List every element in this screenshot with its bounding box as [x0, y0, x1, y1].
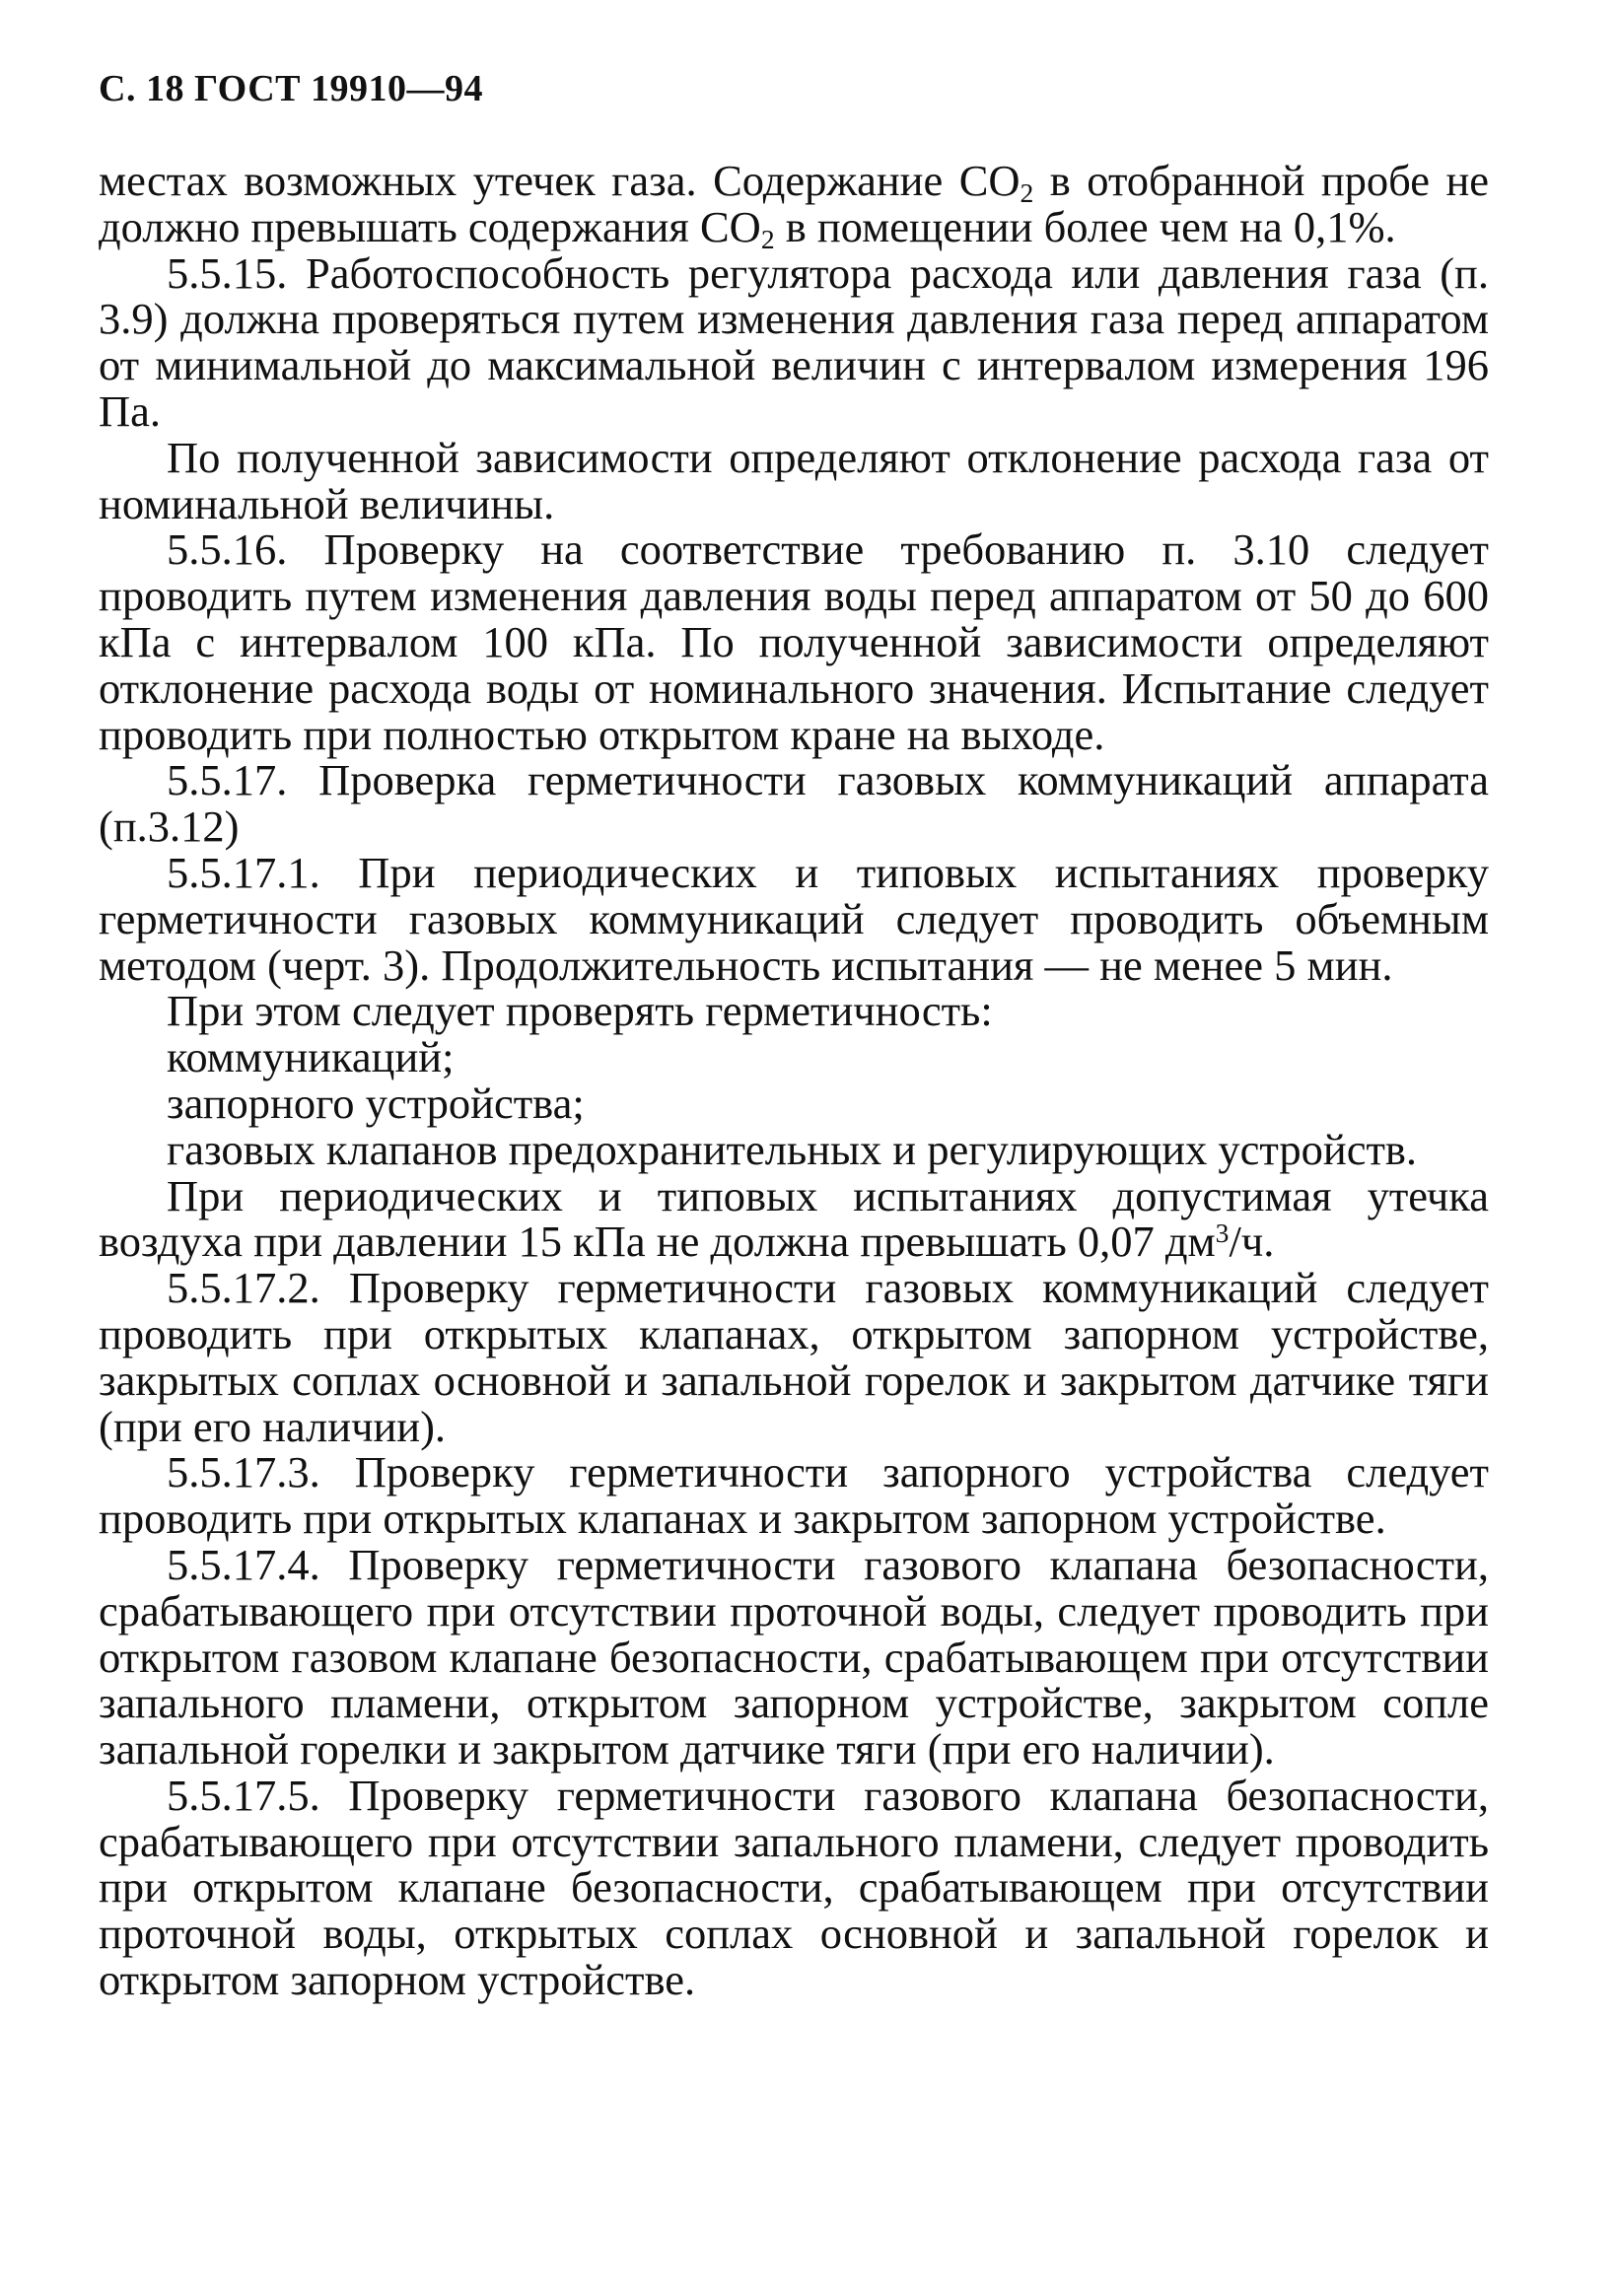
subscript: 2	[1020, 176, 1034, 208]
clause-5-5-17-5: 5.5.17.5. Проверку герметичности газового клапана безопасности, срабатывающего при отсутствии запального пламени, следует проводить при открытом клапане безопасности, срабатывающем при отсутствии проточной воды, открытых соплах основной и запальной горелок и открытом запорном устройстве.	[99, 1770, 1489, 2005]
paragraph-co2-content	[99, 156, 1490, 254]
paragraph-allowed-leak	[99, 1170, 1489, 1267]
paragraph-text: При периодических и типовых испытаниях допустимая утечка воздуха при давлении 15 кПа не должна превышать 0,07 дм	[99, 1170, 1489, 1267]
clause-5-5-17-4: 5.5.17.4. Проверку герметичности газового клапана безопасности, срабатывающего при отсутствии проточной воды, следует проводить при открытом газовом клапане безопасности, срабатывающем при отсутствии запального пламени, открытом запорном устройстве, закрытом сопле запальной горелки и закрытом датчике тяги (при его наличии).	[99, 1539, 1489, 1774]
document-body	[99, 158, 1489, 2003]
paragraph-text: в помещении более чем на 0,1%.	[774, 201, 1396, 251]
clause-5-5-16: 5.5.16. Проверку на соответствие требованию п. 3.10 следует проводить путем изменения давления воды перед аппаратом от 50 до 600 кПа с интервалом 100 кПа. По полученной зависимости определяют отклонение расхода воды от номинального значения. Испытание следует проводить при полностью открытом кране на выходе.	[99, 524, 1489, 759]
paragraph-text: местах возможных утечек газа. Содержание CO	[99, 156, 1021, 205]
page-header: С. 18 ГОСТ 19910—94	[99, 68, 483, 109]
superscript: 3	[1215, 1218, 1230, 1249]
list-intro: При этом следует проверять герметичность:	[167, 986, 993, 1036]
paragraph-text: /ч.	[1229, 1217, 1275, 1267]
clause-5-5-15: 5.5.15. Работоспособность регулятора расхода или давления газа (п. 3.9) должна проверяться путем изменения давления газа перед аппаратом от минимальной до максимальной величин с интервалом измерения 196 Па.	[99, 247, 1489, 436]
paragraph-deviation: По полученной зависимости определяют отклонение расхода газа от номинальной величины.	[99, 432, 1489, 528]
clause-5-5-17: 5.5.17. Проверка герметичности газовых коммуникаций аппарата (п.3.12)	[99, 755, 1489, 852]
clause-5-5-17-1: 5.5.17.1. При периодических и типовых испытаниях проверку герметичности газовых коммуникаций следует проводить объемным методом (черт. 3). Продолжительность испытания — не менее 5 мин.	[99, 847, 1489, 990]
list-item: коммуникаций;	[167, 1032, 455, 1082]
subscript: 2	[760, 223, 775, 254]
paragraph-text: в отобранной пробе не должно превышать содержания CO	[99, 156, 1490, 251]
clause-5-5-17-3: 5.5.17.3. Проверку герметичности запорного устройства следует проводить при открытых клапанах и закрытом запорном устройстве.	[99, 1447, 1489, 1544]
list-item: запорного устройства;	[167, 1078, 585, 1128]
list-item: газовых клапанов предохранительных и регулирующих устройств.	[167, 1124, 1418, 1174]
clause-5-5-17-2: 5.5.17.2. Проверку герметичности газовых коммуникаций следует проводить при открытых клапанах, открытом запорном устройстве, закрытых соплах основной и запальной горелок и закрытом датчике тяги (при его наличии).	[99, 1263, 1489, 1451]
